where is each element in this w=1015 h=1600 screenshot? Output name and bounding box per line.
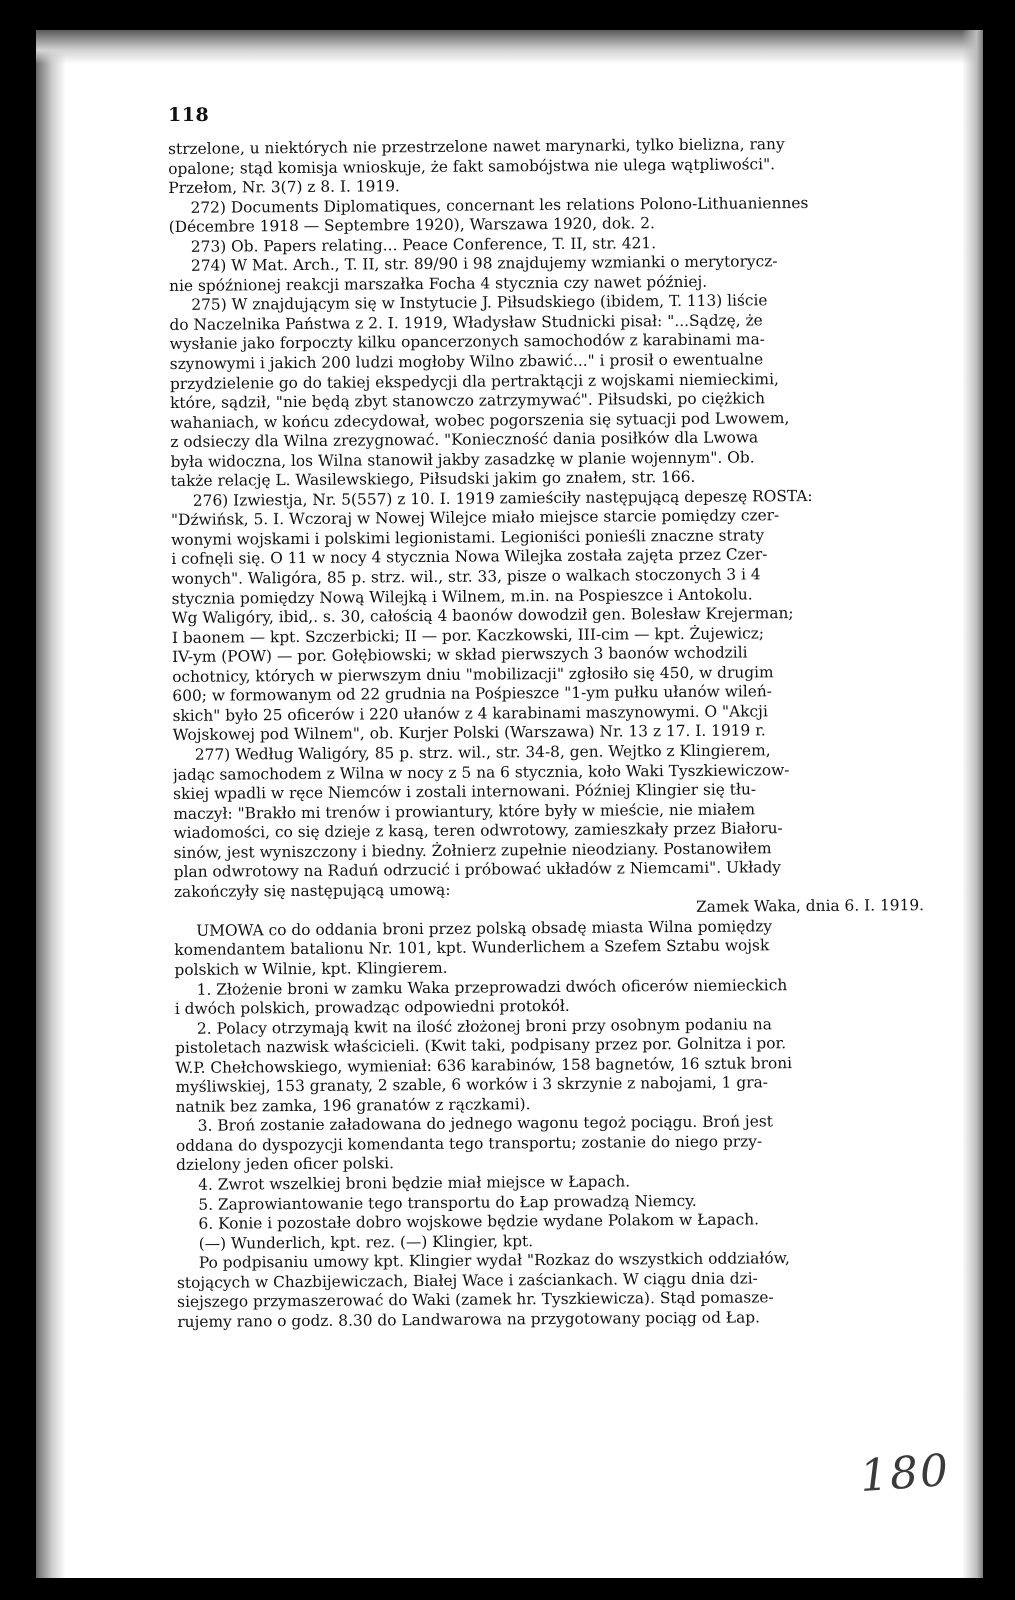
handwritten-page-number: 180	[858, 1444, 952, 1503]
text-line: 273) Ob. Papers relating... Peace Conference, T. II, str. 421.	[190, 233, 657, 256]
text-line: zakończyły się następującą umową:	[173, 880, 451, 901]
text-line: 276) Izwiestja, Nr. 5(557) z 10. I. 1919 zamieściły następującą depeszę ROSTA:	[192, 486, 813, 510]
text-line: (—) Wunderlich, kpt. rez. (—) Klingier, kpt.	[198, 1231, 534, 1253]
text-line: Po podpisaniu umowy kpt. Klingier wydał "Rozkaz do wszystkich oddziałów,	[198, 1249, 790, 1272]
text-line: komendantem batalionu Nr. 101, kpt. Wunderlichem a Szefem Sztabu wojsk	[174, 936, 770, 960]
right-shadow	[962, 30, 983, 1578]
scan-border-right	[983, 0, 1015, 1600]
text-line: szynowymi i jakich 200 ludzi mogłoby Wilno zbawić..." i prosił o ewentualne	[169, 350, 764, 374]
text-line: natnik bez zamka, 196 granatów z rączkami).	[175, 1094, 531, 1116]
text-line: rujemy rano o godz. 8.30 do Landwarowa na przygotowany pociąg od Łap.	[177, 1308, 761, 1331]
text-line: wonymi wojskami i polskimi legionistami. Legioniści ponieśli znaczne straty	[171, 526, 765, 549]
text-line: wysłanie jako forpoczty kilku opancerzonych samochodów z karabinami ma-	[169, 330, 765, 354]
text-line: była widoczna, los Wilna stanowił jakby zasadzkę w planie wojennym". Ob.	[170, 448, 755, 471]
text-line: stycznia pomiędzy Nową Wilejką i Wilnem, m.in. na Pospieszce i Antokolu.	[171, 585, 753, 608]
text-line: 3. Broń zostanie załadowana do jednego wagonu tegoż pociągu. Broń jest	[197, 1112, 773, 1136]
text-line: opalone; stąd komisja wnioskuje, że fakt samobójstwa nie ulega wątpliwości".	[168, 154, 776, 178]
text-line: skich" było 25 oficerów i 220 ułanów z 4 karabinami maszynowymi. O "Akcji	[172, 702, 768, 725]
text-line: 277) Według Waligóry, 85 p. strz. wil., str. 34-8, gen. Wejtko z Klingierem,	[194, 741, 771, 764]
text-line: plan odwrotowy na Raduń odrzucić i próbować układów z Niemcami". Układy	[173, 858, 782, 882]
text-line: siejszego przymaszerować do Waki (zamek hr. Tyszkiewicza). Stąd pomasze-	[177, 1288, 774, 1312]
page-number: 118	[168, 104, 210, 126]
text-line: polskich w Wilnie, kpt. Klingierem.	[174, 958, 448, 979]
text-line: W.P. Chełchowskiego, wymieniał: 636 karabinów, 158 bagnetów, 16 sztuk broni	[175, 1053, 793, 1077]
text-line: 5. Zaprowiantowanie tego transportu do Łap prowadzą Niemcy.	[198, 1191, 697, 1214]
text-line: 2. Polacy otrzymają kwit na ilość złożonej broni przy osobnym podaniu na	[196, 1014, 772, 1038]
text-line: i cofnęli się. O 11 w nocy 4 stycznia Nowa Wilejka została zajęta przez Czer-	[171, 545, 768, 569]
text-line: stojących w Chazbijewiczach, Białej Wace i zaściankach. W ciągu dnia dzi-	[176, 1269, 758, 1292]
text-line: IV-ym (POW) — por. Gołębiowski; w skład pierwszych 3 baonów wchodzili	[171, 643, 748, 667]
text-line: UMOWA co do oddania broni przez polską obsadę miasta Wilna pomiędzy	[196, 917, 773, 940]
footnote-lines	[168, 134, 964, 903]
text-line: 274) W Mat. Arch., T. II, str. 89/90 i 98 znajdujemy wzmianki o merytorycz-	[190, 252, 778, 276]
top-shadow	[36, 30, 983, 64]
text-line: 272) Documents Diplomatiques, concernant les relations Polono-Lithuaniennes	[190, 193, 809, 217]
text-line: także relację L. Wasilewskiego, Piłsudski jakim go znałem, str. 166.	[170, 468, 696, 491]
text-line: ochotnicy, których w pierwszym dniu "mobilizacji" zgłosiło się 450, w drugim	[172, 663, 774, 686]
text-line: 4. Zwrot wszelkiej broni będzie miał miejsce w Łapach.	[198, 1172, 631, 1194]
text-line: (Décembre 1918 — Septembre 1920), Warszawa 1920, dok. 2.	[168, 214, 655, 237]
scan-border-top	[0, 0, 1015, 30]
text-line: pistoletach nazwisk właścicieli. (Kwit taki, podpisany przez por. Golnitza i por.	[175, 1034, 787, 1058]
text-line: wahaniach, w końcu zdecydował, wobec pogorszenia się sytuacji pod Lwowem,	[170, 408, 790, 432]
text-line: do Naczelnika Państwa z 2. I. 1919, Władysław Studnicki pisał: "...Sądzę, że	[169, 311, 763, 334]
text-line: i dwóch polskich, prowadząc odpowiedni protokół.	[174, 996, 570, 1019]
text-line: oddana do dyspozycji komendanta tego transportu; zostanie do niego przy-	[175, 1132, 763, 1155]
text-line: myśliwskiej, 153 granaty, 2 szable, 6 worków i 3 skrzynie z nabojami, 1 gra-	[175, 1073, 768, 1097]
text-line: jadąc samochodem z Wilna w nocy z 5 na 6 stycznia, koło Waki Tyszkiewiczow-	[172, 760, 790, 784]
page-content	[168, 104, 958, 1332]
text-line: 600; w formowanym od 22 grudnia na Pośpieszce "1-ym pułku ułanów wileń-	[172, 682, 773, 706]
footnotes-text	[168, 134, 967, 1333]
scan-border-bottom	[0, 1578, 1015, 1600]
text-line: nie spóźnionej reakcji marszałka Focha 4 stycznia czy nawet później.	[169, 272, 708, 295]
text-line: 6. Konie i pozostałe dobro wojskowe będzie wydane Polakom w Łapach.	[198, 1210, 760, 1233]
text-line: sinów, jest wyniszczony i biedny. Żołnierz zupełnie nieodziany. Postanowiłem	[173, 838, 772, 862]
text-line: 275) W znajdującym się w Instytucie J. Piłsudskiego (ibidem, T. 113) liście	[191, 291, 768, 315]
dateline: Zamek Waka, dnia 6. I. 1919.	[695, 896, 925, 917]
text-line: strzelone, u niektórych nie przestrzelone nawet marynarki, tylko bielizna, rany	[168, 135, 785, 158]
text-line: z odsieczy dla Wilna zrezygnować. "Konieczność dania posiłków dla Lwowa	[170, 428, 759, 452]
text-line: maczył: "Brakło mi trenów i prowiantury, które były w mieście, nie miałem	[173, 800, 756, 823]
text-line: Przełom, Nr. 3(7) z 8. I. 1919.	[168, 177, 400, 198]
agreement-lines	[174, 916, 967, 1333]
scan-border-left	[0, 0, 36, 1600]
text-line: wonych". Waligóra, 85 p. strz. wil., str. 33, pisze o walkach stoczonych 3 i 4	[171, 565, 761, 589]
text-line: 1. Złożenie broni w zamku Waka przeprowadzi dwóch oficerów niemieckich	[196, 975, 788, 999]
text-line: przydzielenie go do takiej ekspedycji dla pertraktącji z wojskami niemieckimi,	[169, 369, 779, 393]
text-line: skiej wpadli w ręce Niemców i zostali internowani. Później Klingier się tłu-	[173, 780, 757, 804]
text-line: Wojskowej pod Wilnem", ob. Kurjer Polski (Warszawa) Nr. 13 z 17. I. 1919 r.	[172, 721, 766, 745]
binding-shadow	[36, 30, 66, 1578]
text-line: Wg Waligóry, ibid,. s. 30, całością 4 baonów dowodził gen. Bolesław Krejerman;	[171, 604, 794, 628]
text-line: które, sądził, "nie będą zbyt stanowczo zatrzymywać". Piłsudski, po ciężkich	[169, 389, 766, 413]
text-line: dzielony jeden oficer polski.	[175, 1154, 395, 1175]
text-line: "Dźwińsk, 5. I. Wczoraj w Nowej Wilejce miało miejsce starcie pomiędzy czer-	[170, 506, 780, 530]
text-line: I baonem — kpt. Szczerbicki; II — por. Kaczkowski, III-cim — kpt. Żujewicz;	[171, 624, 765, 647]
text-line: wiadomości, co się dzieje z kasą, teren odwrotowy, zamieszkały przez Białoru-	[173, 819, 783, 843]
